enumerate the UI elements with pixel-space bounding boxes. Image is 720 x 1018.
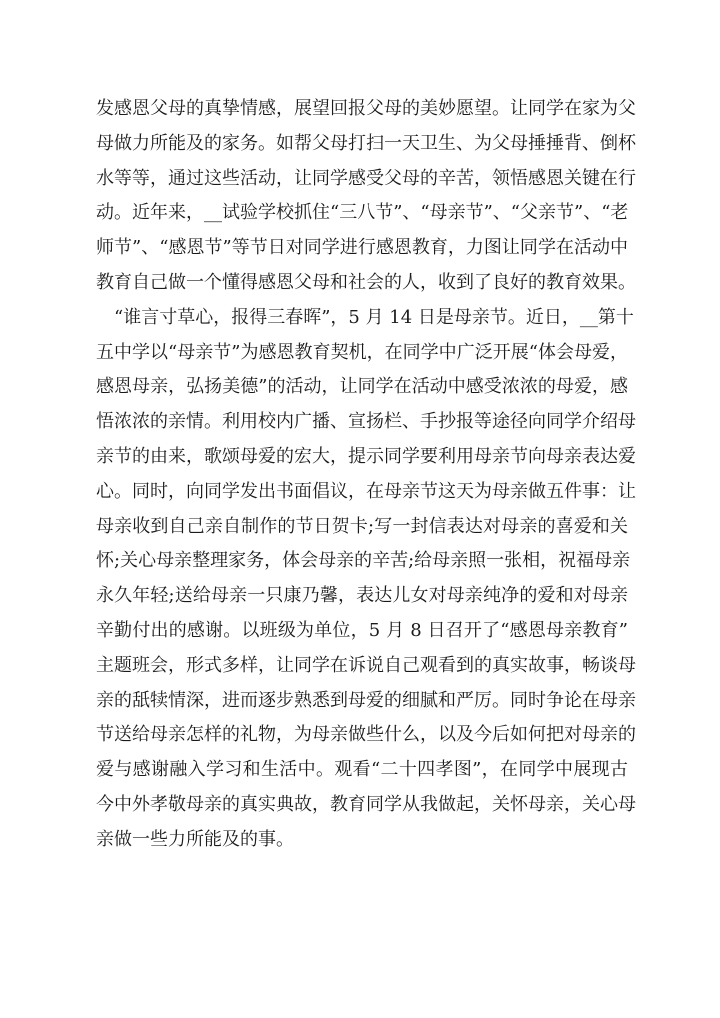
text-line: 动。近年来，__试验学校抓住“三八节”、“母亲节”、“父亲节”、“老 [96,202,629,224]
text-line: 五中学以“母亲节”为感恩教育契机，在同学中广泛开展“体会母爱， [96,341,628,363]
paragraph-2 [96,301,636,858]
text-line: 母亲收到自己亲自制作的节日贺卡;写一封信表达对母亲的喜爱和关 [96,515,628,537]
paragraph-1 [96,92,636,301]
text-line: 水等等，通过这些活动，让同学感受父母的辛苦，领悟感恩关键在行 [96,167,636,189]
text-line: 母做力所能及的家务。如帮父母打扫一天卫生、为父母捶捶背、倒杯 [96,132,636,154]
text-line: 感恩母亲，弘扬美德”的活动，让同学在活动中感受浓浓的母爱，感 [96,376,628,398]
text-line: “谁言寸草心，报得三春晖”，5 月 14 日是母亲节。近日，__第十 [96,306,634,328]
text-line: 怀;关心母亲整理家务，体会母亲的辛苦;给母亲照一张相，祝福母亲 [96,550,631,572]
text-line: 亲的舐犊情深，进而逐步熟悉到母爱的细腻和严厉。同时争论在母亲 [96,689,636,711]
body-text [96,92,636,858]
text-line: 亲节的由来，歌颂母爱的宏大，提示同学要利用母亲节向母亲表达爱 [96,445,636,467]
text-line: 发感恩父母的真挚情感，展望回报父母的美妙愿望。让同学在家为父 [96,98,636,119]
text-line: 教育自己做一个懂得感恩父母和社会的人，收到了良好的教育效果。 [96,271,636,293]
text-line: 悟浓浓的亲情。利用校内广播、宣扬栏、手抄报等途径向同学介绍母 [96,411,636,433]
text-line: 爱与感谢融入学习和生活中。观看“二十四孝图”，在同学中展现古 [96,759,628,781]
text-line: 永久年轻;送给母亲一只康乃馨，表达儿女对母亲纯净的爱和对母亲 [96,585,628,607]
text-line: 心。同时，向同学发出书面倡议，在母亲节这天为母亲做五件事：让 [96,480,636,502]
text-line: 师节”、“感恩节”等节日对同学进行感恩教育，力图让同学在活动中 [96,237,628,259]
text-line: 亲做一些力所能及的事。 [96,828,294,850]
text-line: 节送给母亲怎样的礼物，为母亲做些什么，以及今后如何把对母亲的 [96,724,636,746]
text-line: 今中外孝敬母亲的真实典故，教育同学从我做起，关怀母亲，关心母 [96,793,636,815]
text-line: 辛勤付出的感谢。以班级为单位，5 月 8 日召开了“感恩母亲教育” [96,619,628,641]
text-line: 主题班会，形式多样，让同学在诉说自己观看到的真实故事，畅谈母 [96,654,636,676]
